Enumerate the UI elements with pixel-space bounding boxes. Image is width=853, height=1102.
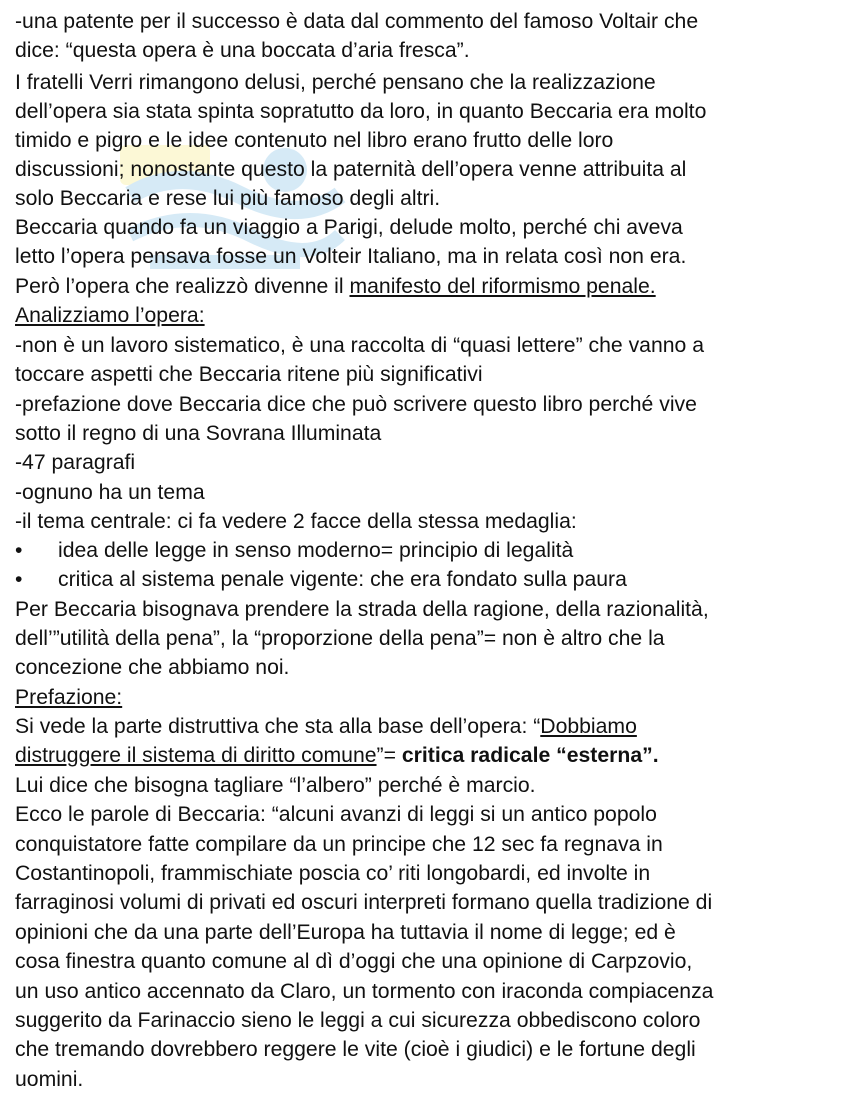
text-line: Per Beccaria bisognava prendere la strada della ragione, della razionalità, (15, 598, 709, 621)
text-line: toccare aspetti che Beccaria ritene più significativi (15, 363, 483, 386)
text-line: -non è un lavoro sistematico, è una raccolta di “quasi lettere” che vanno a (15, 334, 704, 357)
text-line: suggerito da Farinaccio sieno le leggi a cui sicurezza obbediscono coloro (15, 1009, 701, 1032)
text-span: ”= (376, 744, 402, 767)
bullet-item (0, 565, 853, 594)
text-line: concezione che abbiamo noi. (15, 656, 290, 679)
text-line: Costantinopoli, frammischiate poscia co’ riti longobardi, ed involte in (15, 862, 651, 885)
text-line: solo Beccaria e rese lui più famoso degli altri. (15, 187, 441, 210)
underlined-phrase: distruggere il sistema di diritto comune (15, 744, 377, 767)
text-line: farraginosi volumi di privati ed oscuri interpreti formano quella tradizione di (15, 891, 713, 914)
text-line: -prefazione dove Beccaria dice che può scrivere questo libro perché vive (15, 393, 697, 416)
bullet-icon: • (15, 539, 23, 562)
text-line: che tremando dovrebbero reggere le vite (cioè i giudici) e le fortune degli (15, 1038, 696, 1061)
text-line: I fratelli Verri rimangono delusi, perché pensano che la realizzazione (15, 71, 656, 94)
text-line: dell’”utilità della pena”, la “proporzione della pena”= non è altro che la (15, 627, 665, 650)
text-line: timido e pigro e le idee contenuto nel libro erano frutto delle loro (15, 129, 614, 152)
section-heading-analizziamo: Analizziamo l’opera: (15, 304, 205, 327)
text-line: un uso antico accennato da Claro, un tormento con iraconda compiacenza (15, 980, 714, 1003)
text-line: uomini. (15, 1068, 84, 1091)
text-line (15, 712, 637, 741)
bullet-text: critica al sistema penale vigente: che era fondato sulla paura (58, 568, 627, 591)
text-line: discussioni; nonostante questo la paternità dell’opera venne attribuita al (15, 158, 687, 181)
text-line: dice: “questa opera è una boccata d’aria fresca”. (15, 39, 470, 62)
text-span: Si vede la parte distruttiva che sta alla base dell’opera: “ (15, 715, 541, 738)
bullet-icon: • (15, 568, 23, 591)
underlined-phrase: Dobbiamo (540, 715, 637, 738)
text-line: Lui dice che bisogna tagliare “l’albero” perché è marcio. (15, 774, 536, 797)
text-line: -una patente per il successo è data dal commento del famoso Voltair che (15, 10, 699, 33)
text-line: letto l’opera pensava fosse un Volteir Italiano, ma in relata così non era. (15, 245, 687, 268)
text-line: -il tema centrale: ci fa vedere 2 facce della stessa medaglia: (15, 510, 577, 533)
text-line: sotto il regno di una Sovrana Illuminata (15, 422, 382, 445)
text-line (15, 741, 659, 770)
text-line: Ecco le parole di Beccaria: “alcuni avanzi di leggi si un antico popolo (15, 803, 657, 826)
text-line: dell’opera sia stata spinta sopratutto da loro, in quanto Beccaria era molto (15, 100, 707, 123)
text-line: cosa finestra quanto comune al dì d’oggi che una opinione di Carpzovio, (15, 950, 693, 973)
text-line: conquistatore fatte compilare da un principe che 12 sec fa regnava in (15, 833, 663, 856)
bold-phrase: critica radicale “esterna”. (401, 744, 659, 767)
text-line: Beccaria quando fa un viaggio a Parigi, delude molto, perché chi aveva (15, 216, 683, 239)
underlined-phrase: manifesto del riformismo penale. (349, 275, 656, 298)
text-line: opinioni che da una parte dell’Europa ha tuttavia il nome di legge; ed è (15, 921, 676, 944)
section-heading-prefazione: Prefazione: (15, 686, 123, 709)
text-span: Però l’opera che realizzò divenne il (15, 275, 350, 298)
text-line (15, 272, 656, 301)
text-line: -47 paragrafi (15, 451, 136, 474)
bullet-item (0, 536, 853, 565)
bullet-text: idea delle legge in senso moderno= principio di legalità (58, 539, 574, 562)
text-line: -ognuno ha un tema (15, 481, 205, 504)
